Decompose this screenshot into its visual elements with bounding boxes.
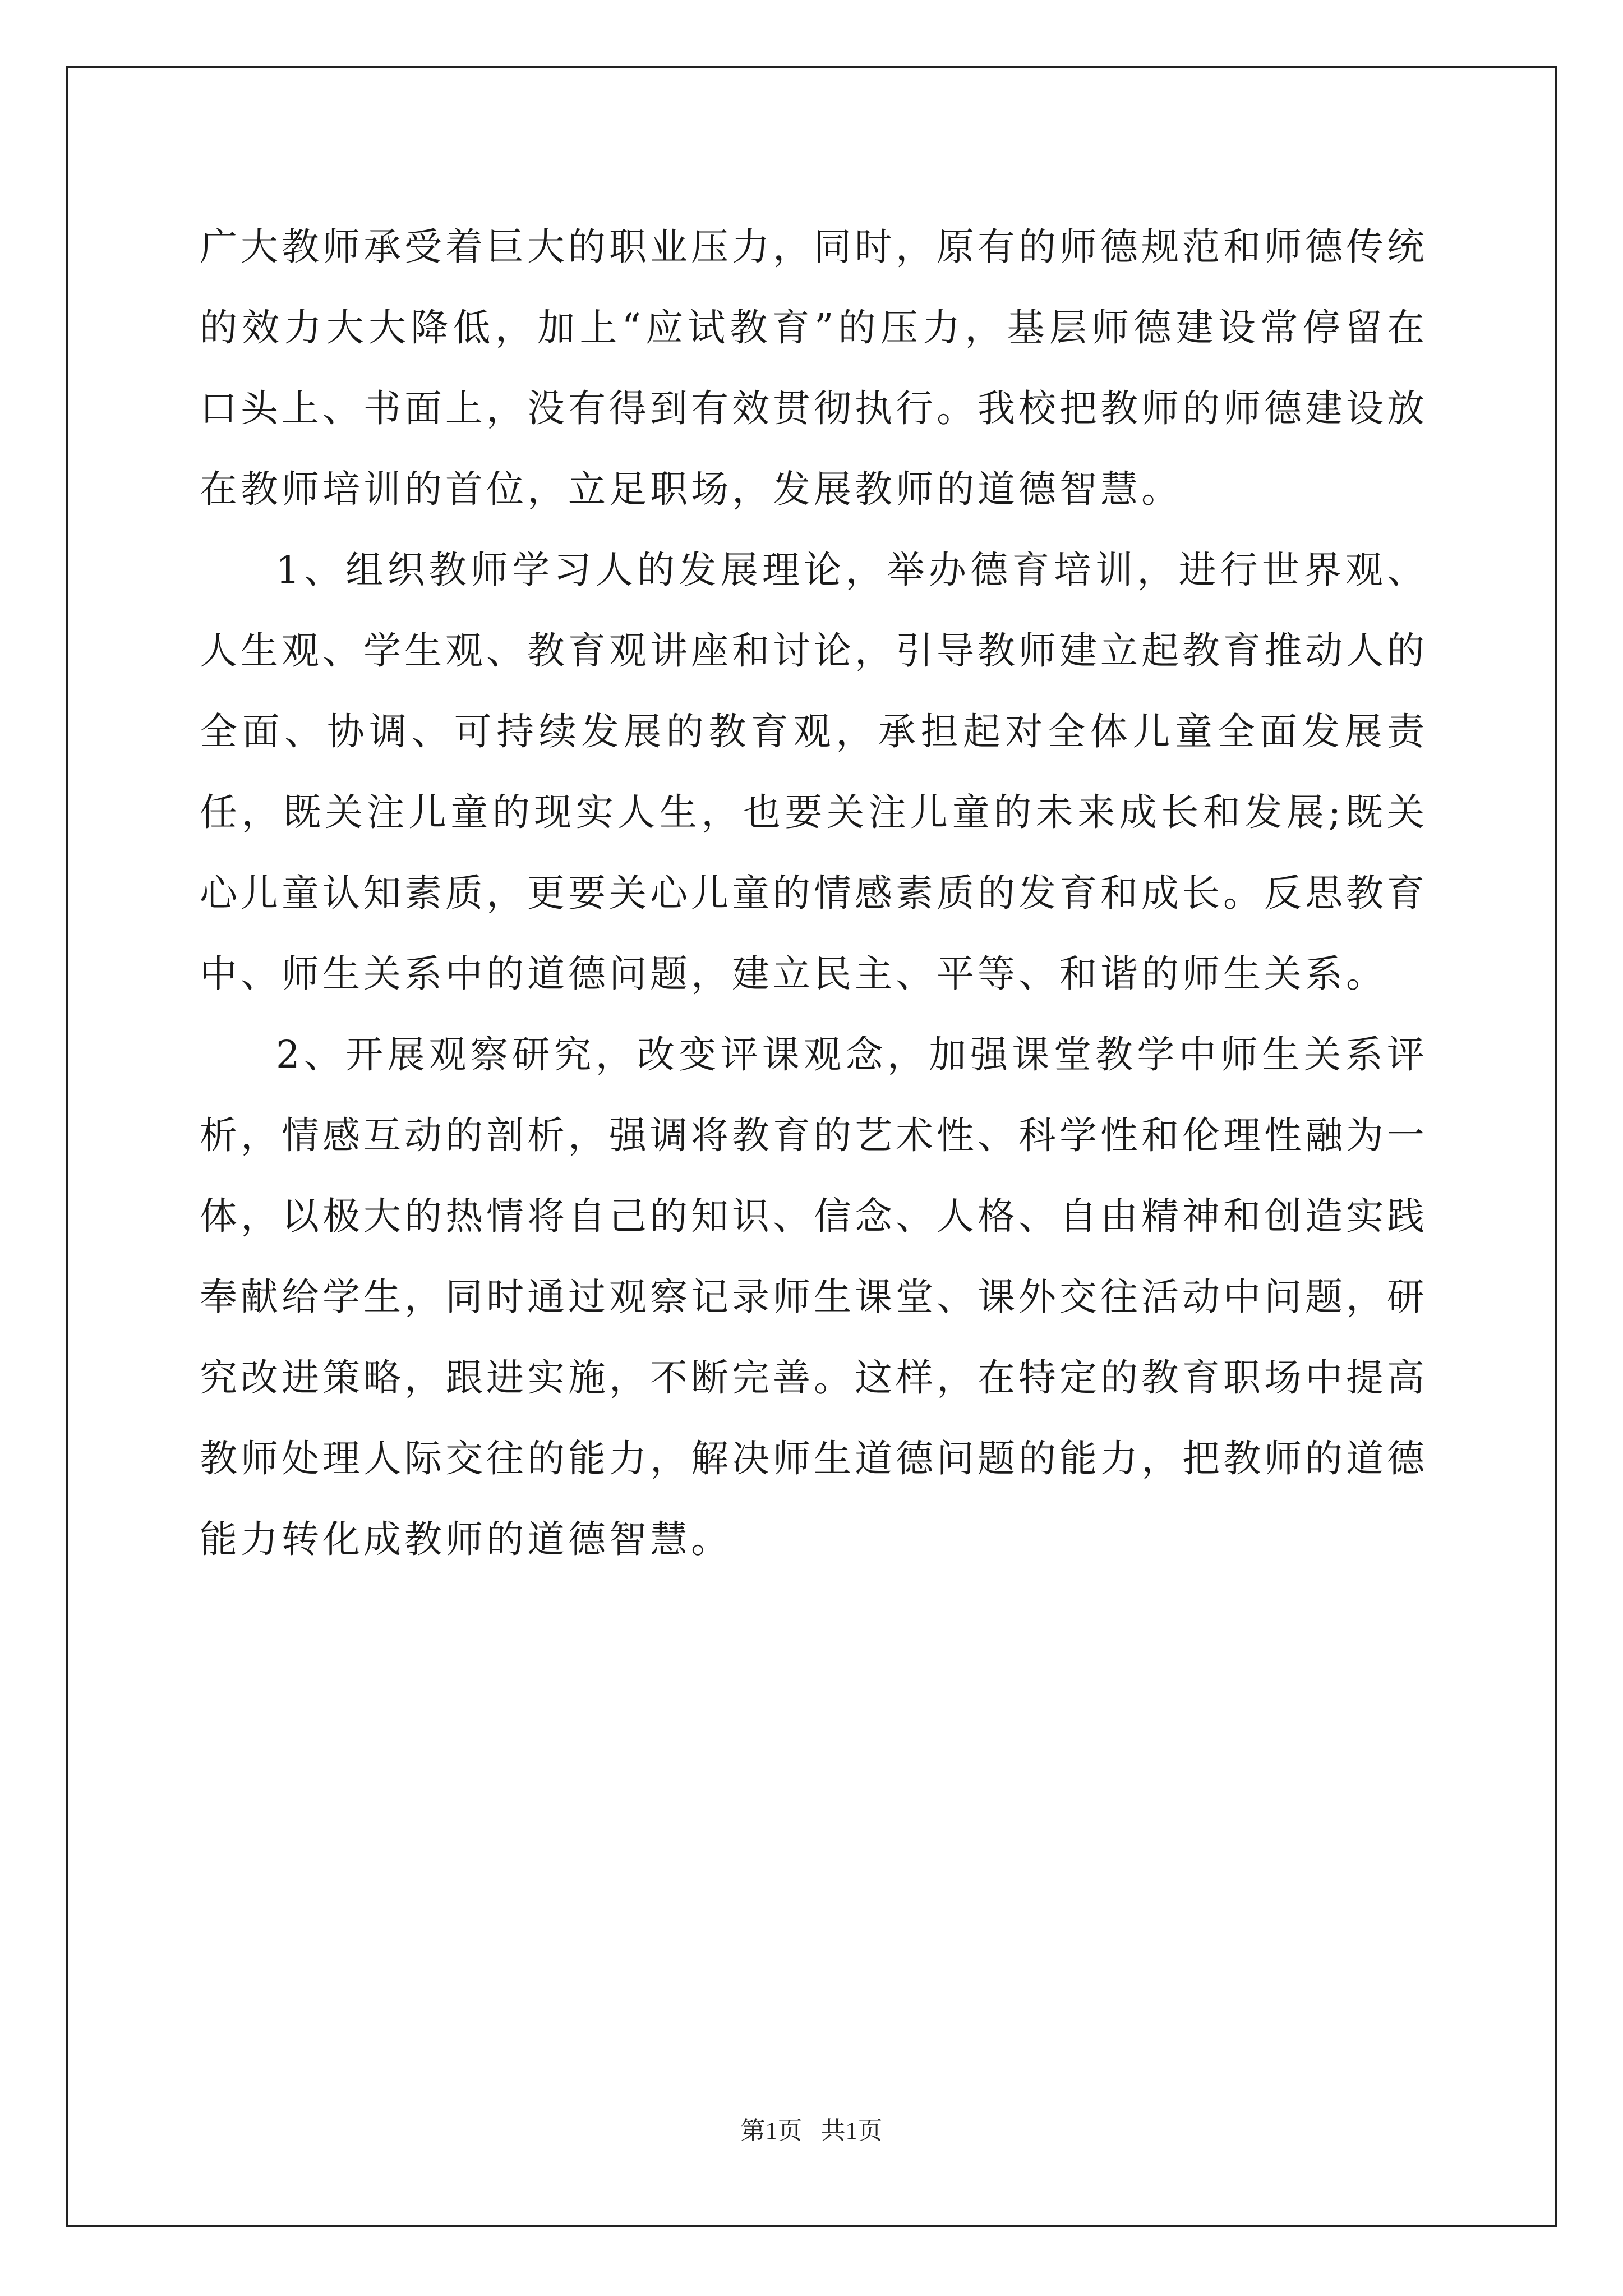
paragraph-2: 1、组织教师学习人的发展理论，举办德育培训，进行世界观、人生观、学生观、教育观讲座和讨论，引导教师建立起教育推动人的全面、协调、可持续发展的教育观，承担起对全体儿童全面发展责任，既关注儿童的现实人生，也要关注儿童的未来成长和发展;既关心儿童认知素质，更要关心儿童的情感素质的发育和成长。反思教育中、师生关系中的道德问题，建立民主、平等、和谐的师生关系。 bbox=[200, 548, 1428, 996]
paragraph-3: 2、开展观察研究，改变评课观念，加强课堂教学中师生关系评析，情感互动的剖析，强调将教育的艺术性、科学性和伦理性融为一体，以极大的热情将自己的知识、信念、人格、自由精神和创造实践奉献给学生，同时通过观察记录师生课堂、课外交往活动中问题，研究改进策略，跟进实施，不断完善。这样，在特定的教育职场中提高教师处理人际交往的能力，解决师生道德问题的能力，把教师的道德能力转化成教师的道德智慧。 bbox=[200, 1033, 1428, 1561]
document-body bbox=[200, 206, 1428, 1580]
paragraph-1: 广大教师承受着巨大的职业压力，同时，原有的师德规范和师德传统的效力大大降低，加上“应试教育”的压力，基层师德建设常停留在口头上、书面上，没有得到有效贯彻执行。我校把教师的师德建设放在教师培训的首位，立足职场，发展教师的道德智慧。 bbox=[200, 225, 1428, 511]
page-number: 第1页 共1页 bbox=[740, 2117, 883, 2145]
page-footer bbox=[0, 2110, 1623, 2146]
